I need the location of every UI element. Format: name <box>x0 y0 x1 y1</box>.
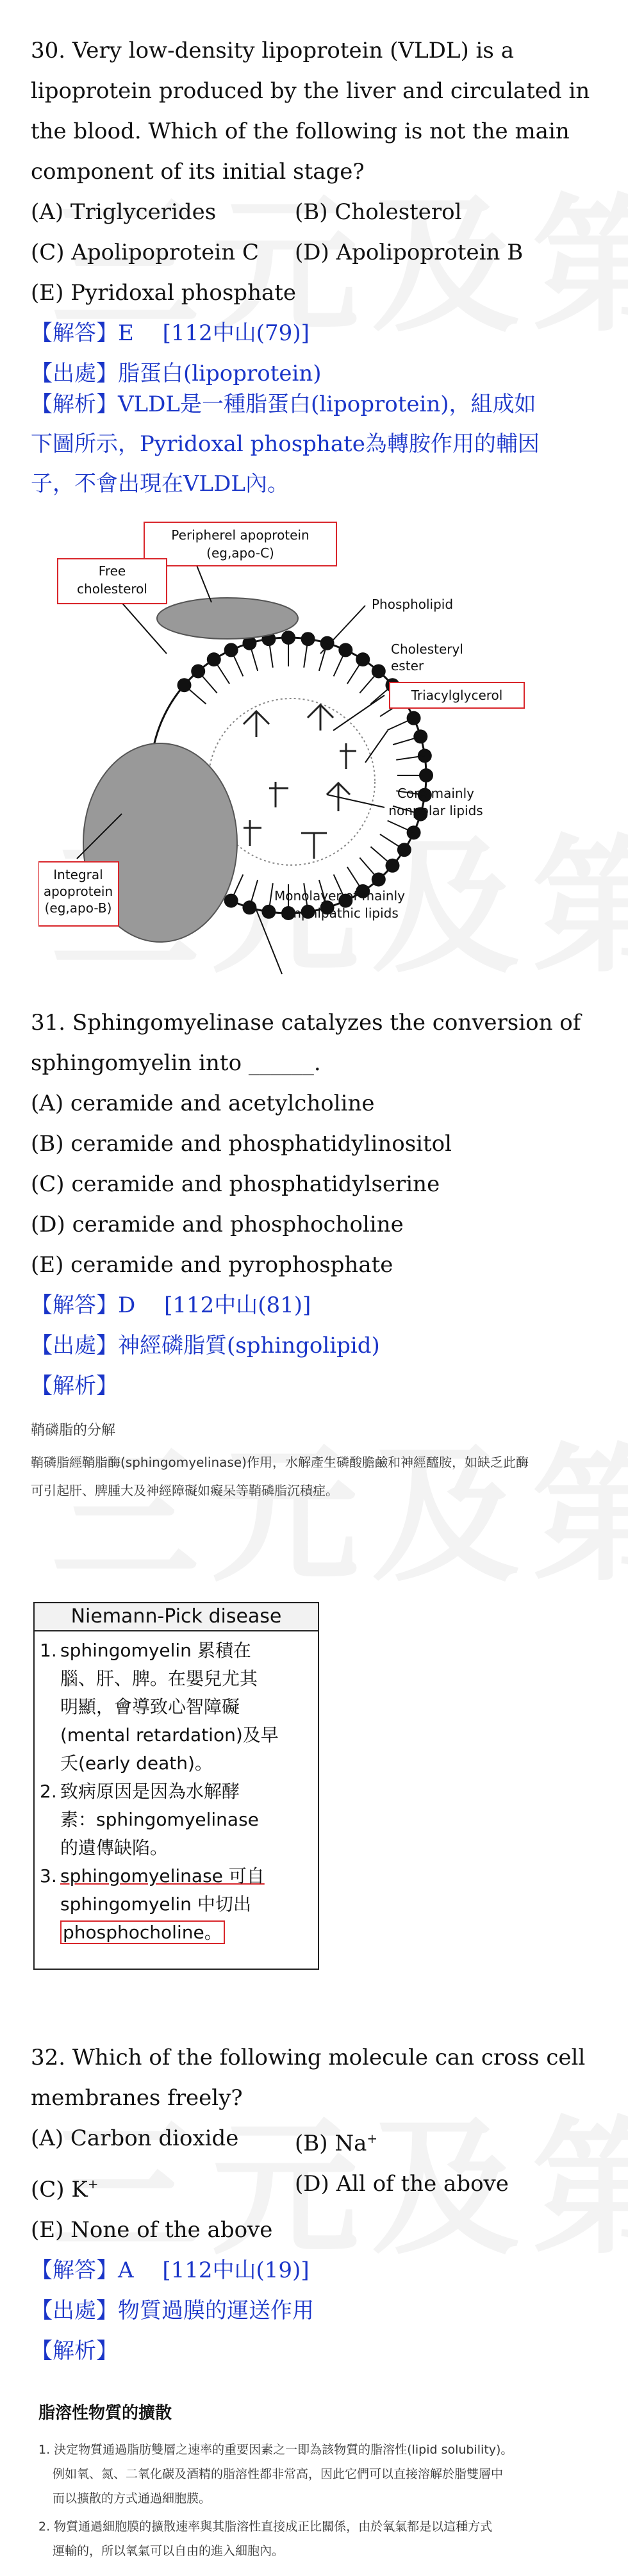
np-line: sphingomyelin 累積在 <box>60 1640 251 1661</box>
label-phospholipid: Phospholipid <box>372 597 454 612</box>
label-peripheral: Peripherel apoprotein <box>171 527 310 543</box>
vldl-diagram <box>38 513 602 987</box>
source: 【出處】脂蛋白(lipoprotein) <box>31 361 322 386</box>
option-e: (E) ceramide and pyrophosphate <box>31 1252 393 1278</box>
explanation: 【解析】 <box>31 1373 118 1399</box>
explanation <box>31 384 601 504</box>
np-line: 素：sphingomyelinase <box>60 1809 259 1830</box>
answer: 【解答】E [112中山(79)] <box>31 320 310 346</box>
question-stem: lipoprotein produced by the liver and circulated in <box>31 78 590 104</box>
label-chol-ester: Cholesteryl <box>391 641 463 657</box>
label-peripheral-eg: (eg,apo-C) <box>206 545 274 561</box>
option-a: (A) ceramide and acetylcholine <box>31 1091 375 1116</box>
label-tg: Triacylglycerol <box>411 688 503 703</box>
question-stem: 30. Very low-density lipoprotein (VLDL) is a <box>31 38 514 63</box>
option-a: (A) Triglycerides <box>31 199 217 225</box>
np-line: 夭(early death)。 <box>60 1753 213 1774</box>
np-line: (mental retardation)及早 <box>60 1724 279 1746</box>
option-b: (B) ceramide and phosphatidylinositol <box>31 1131 452 1157</box>
note-line: 而以擴散的方式通過細胞膜。 <box>53 2491 211 2506</box>
phospholipid-head <box>338 643 352 657</box>
phospholipid-head <box>356 652 370 666</box>
np-item <box>40 1637 313 1778</box>
np-line: 致病原因是因為水解酵 <box>60 1781 240 1802</box>
explanation-line: 子，不會出現在VLDL內。 <box>31 471 289 497</box>
label-core-2: nonpolar lipids <box>388 803 483 818</box>
option-d: (D) ceramide and phosphocholine <box>31 1212 404 1237</box>
np-num: 1. <box>40 1640 57 1661</box>
question-32 <box>31 2038 607 2372</box>
lipid-note <box>38 2400 602 2563</box>
np-num: 3. <box>40 1865 57 1887</box>
label-integral-3: (eg,apo-B) <box>44 900 112 916</box>
np-line: 的遺傳缺陷。 <box>60 1837 169 1858</box>
note-line: 鞘磷脂經鞘脂酶(sphingomyelinase)作用，水解產生磷酸膽鹼和神經醯胺，如缺乏此酶 <box>31 1455 529 1470</box>
option-b <box>295 2118 377 2164</box>
source: 【出處】物質過膜的運送作用 <box>31 2297 314 2324</box>
answer: 【解答】D [112中山(81)] <box>31 1292 311 1318</box>
note-heading: 脂溶性物質的擴散 <box>38 2404 172 2423</box>
np-title: Niemann-Pick disease <box>35 1603 318 1631</box>
np-num: 2. <box>40 1781 57 1802</box>
question-30 <box>31 31 607 394</box>
np-line: sphingomyelin 中切出 <box>60 1894 251 1915</box>
option-a: (A) Carbon dioxide <box>31 2126 239 2151</box>
peripheral-apoprotein <box>157 598 298 639</box>
option-d: (D) Apolipoprotein B <box>295 240 524 265</box>
label-free-chol: Free <box>98 563 126 579</box>
np-line: sphingomyelinase 可自 <box>60 1865 265 1887</box>
option-b: (B) Cholesterol <box>295 199 462 225</box>
option-c: (C) ceramide and phosphatidylserine <box>31 1171 440 1197</box>
note-line: 例如氧、氮、二氧化碳及酒精的脂溶性都非常高，因此它們可以直接溶解於脂雙層中 <box>53 2467 504 2481</box>
question-stem: component of its initial stage? <box>31 159 365 185</box>
question-stem: 32. Which of the following molecule can cross cell <box>31 2045 586 2070</box>
label-chol-ester-2: ester <box>391 658 424 673</box>
note-line: 1. 決定物質通過脂肪雙層之速率的重要因素之一即為該物質的脂溶性(lipid solubility)。 <box>38 2443 513 2457</box>
question-stem: sphingomyelin into ______. <box>31 1050 321 1076</box>
option-c-text: (C) K <box>31 2176 88 2202</box>
explanation-line: 下圖所示，Pyridoxal phosphate為轉胺作用的輔因 <box>31 431 540 457</box>
option-e: (E) Pyridoxal phosphate <box>31 280 297 306</box>
np-item <box>40 1778 313 1862</box>
label-integral-2: apoprotein <box>43 884 113 899</box>
np-line: 明顯，會導致心智障礙 <box>60 1696 240 1717</box>
note-line: 運輸的，所以氧氣可以自由的進入細胞內。 <box>53 2544 285 2558</box>
question-stem: 31. Sphingomyelinase catalyzes the conversion of <box>31 1010 581 1036</box>
np-line-highlight: phosphocholine。 <box>60 1920 225 1944</box>
note-line: 2. 物質通過細胞膜的擴散速率與其脂溶性直接成正比關係，由於氧氣都是以這種方式 <box>38 2520 493 2534</box>
superscript: + <box>367 2131 378 2146</box>
label-monolayer: Monolayer of mainly <box>274 888 405 904</box>
np-item <box>40 1862 313 1947</box>
question-stem: the blood. Which of the following is not the main <box>31 119 570 144</box>
note-line: 可引起肝、脾腫大及神經障礙如癡呆等鞘磷脂沉積症。 <box>31 1483 338 1498</box>
answer: 【解答】A [112中山(19)] <box>31 2257 310 2283</box>
niemann-pick-box <box>33 1602 319 1970</box>
label-core: Core mainly <box>397 786 475 801</box>
option-b-text: (B) Na <box>295 2131 367 2157</box>
label-integral: Integral <box>53 867 103 882</box>
source: 【出處】神經磷脂質(sphingolipid) <box>31 1333 380 1358</box>
phospholipid-head <box>320 636 335 650</box>
superscript: + <box>87 2176 99 2192</box>
label-free-chol-2: cholesterol <box>77 581 147 597</box>
option-c <box>31 2164 295 2209</box>
option-e: (E) None of the above <box>31 2217 273 2243</box>
question-stem: membranes freely? <box>31 2085 243 2111</box>
label-monolayer-2: amphipathic lipids <box>281 905 399 921</box>
question-31 <box>31 1003 607 1407</box>
option-c: (C) Apolipoprotein C <box>31 240 259 265</box>
explanation: 【解析】 <box>31 2338 118 2364</box>
phospholipid-head <box>224 643 238 657</box>
option-d: (D) All of the above <box>295 2171 509 2197</box>
phospholipid-head <box>301 632 315 646</box>
note-heading: 鞘磷脂的分解 <box>31 1423 116 1439</box>
sphingo-note <box>31 1419 607 1505</box>
explanation-line: 【解析】VLDL是一種脂蛋白(lipoprotein)，組成如 <box>31 392 536 417</box>
np-line: 腦、肝、脾。在嬰兒尤其 <box>60 1668 258 1689</box>
